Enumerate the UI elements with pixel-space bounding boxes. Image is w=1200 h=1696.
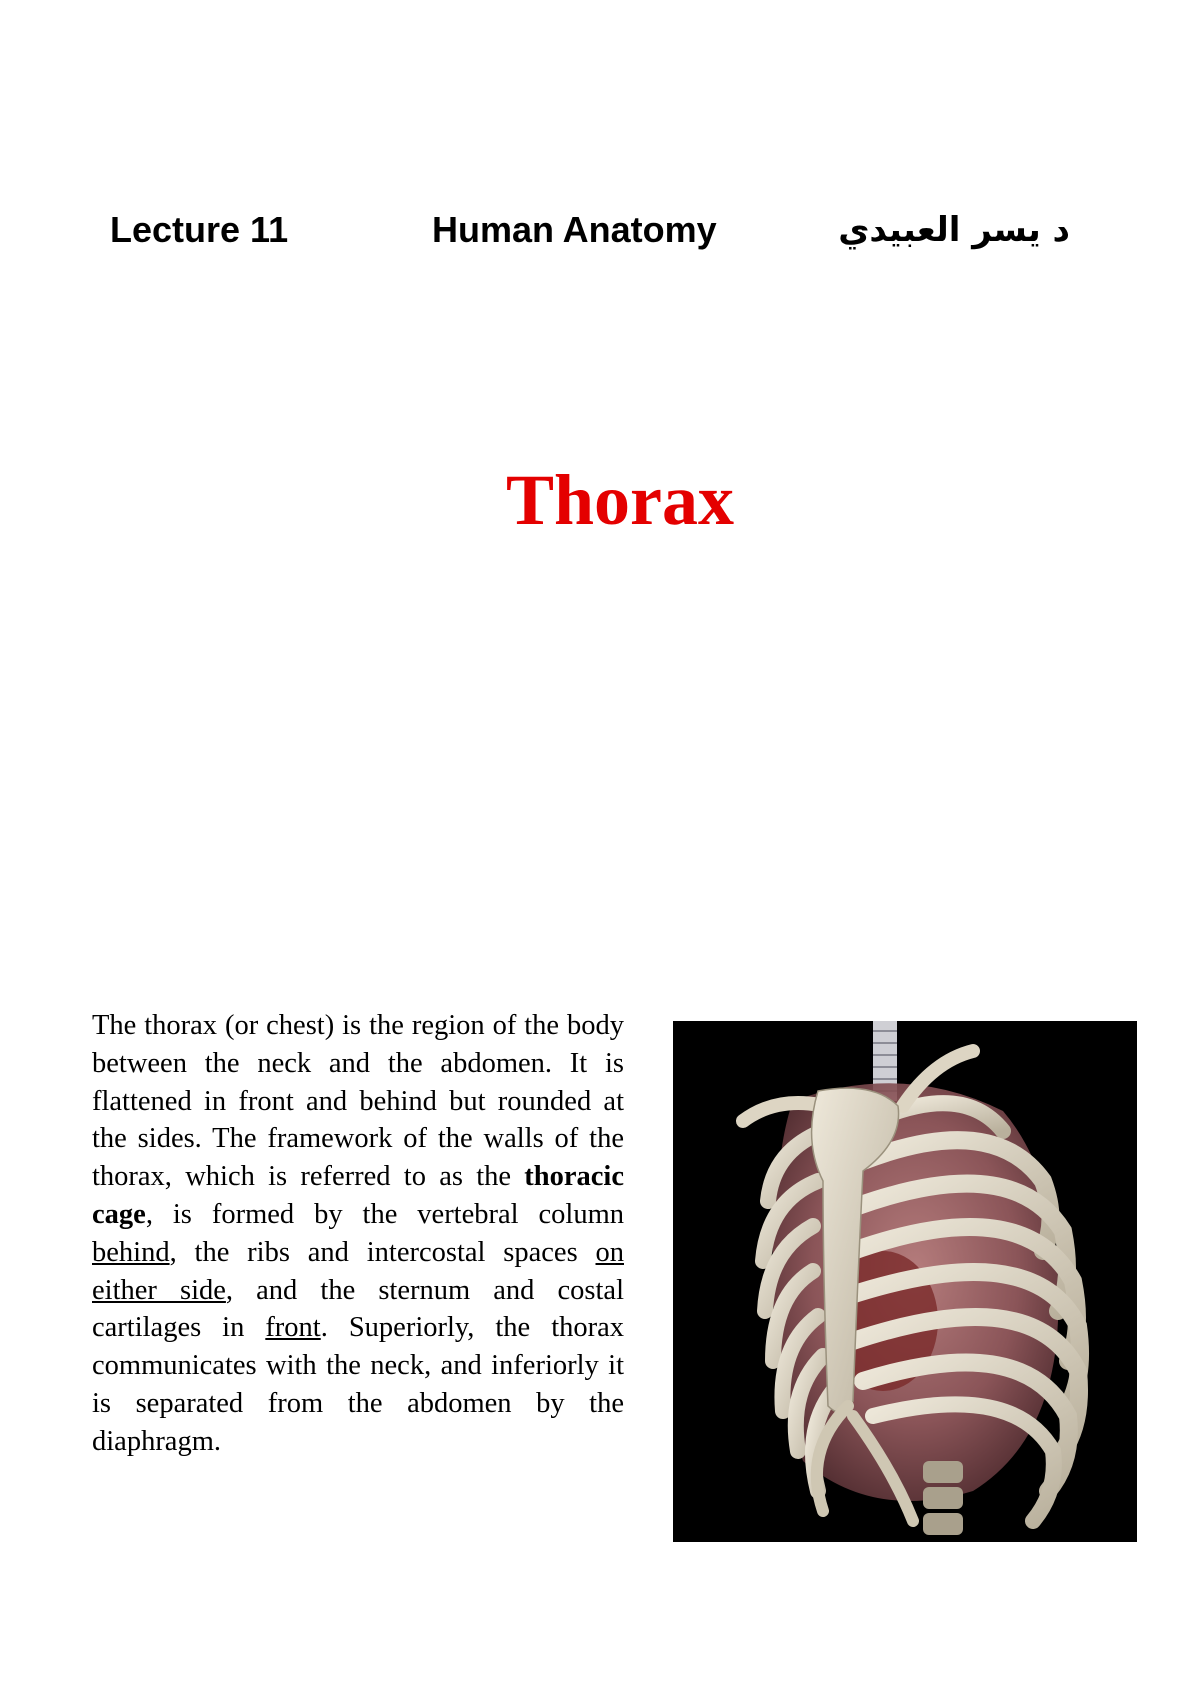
page-title: Thorax	[505, 460, 735, 540]
underlined-term: on either side	[92, 1236, 624, 1306]
lecture-number: Lecture 11	[110, 209, 289, 250]
vertebral-column	[923, 1461, 963, 1535]
underlined-term: behind	[92, 1236, 170, 1268]
intro-paragraph	[92, 1007, 624, 1461]
underlined-term: front	[265, 1312, 321, 1344]
thoracic-cage-image	[673, 1021, 1137, 1542]
text-segment: , is formed by the vertebral column	[145, 1198, 624, 1230]
text-segment: , and the sternum and costal cartilages in	[92, 1274, 624, 1344]
page-header	[0, 205, 1200, 261]
course-subject: Human Anatomy	[432, 209, 717, 250]
bold-term: thoracic cage	[92, 1161, 624, 1230]
author-name: د يسر العبيدي	[838, 210, 1070, 250]
thoracic-cage-illustration	[673, 1021, 1137, 1542]
text-segment: . Superiorly, the thorax communicates with the neck, and inferiorly it is separated from the abdomen by the diaphragm.	[92, 1312, 624, 1457]
text-segment: , the ribs and intercostal spaces	[169, 1236, 596, 1268]
text-segment: The thorax (or chest) is the region of the body between the neck and the abdomen. It is flattened in front and behind but rounded at the sides. The framework of the walls of the thorax, which is referred to as the	[92, 1010, 624, 1193]
